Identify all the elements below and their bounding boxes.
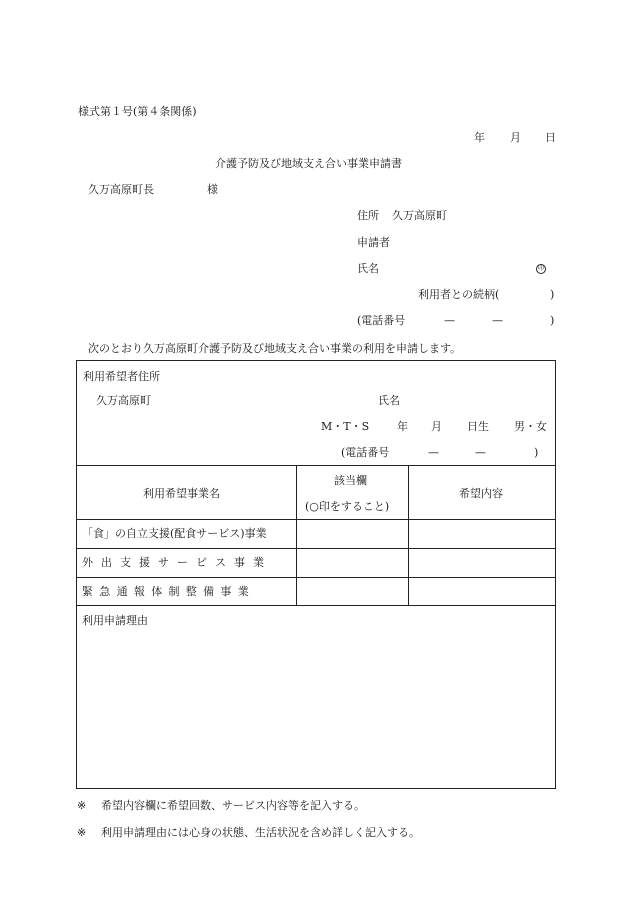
date-month-label: 月 [510,131,521,144]
applicant-name-label: 氏名 [357,262,379,275]
relation-close-paren: ) [550,288,555,301]
table-column-divider [296,465,297,605]
note-mark: ※ [77,799,87,812]
user-phone-close-paren: ) [534,446,539,459]
gender-options: 男・女 [514,420,547,433]
date-year-label: 年 [474,131,485,144]
applicant-phone-dash-2: — [492,314,503,327]
user-address-label: 利用希望者住所 [83,370,160,383]
user-phone-dash-1: — [428,446,439,459]
intro-statement: 次のとおり久万高原町介護予防及び地域支え合い事業の利用を申請します。 [88,342,462,355]
table-column-divider [408,465,409,605]
applicant-phone-label: (電話番号 [357,314,406,327]
document-title: 介護予防及び地域支え合い事業申請書 [215,157,402,170]
check-column-header: 該当欄 [334,474,367,487]
note-text: 利用申請理由には心身の状態、生活状況を含め詳しく記入する。 [101,826,420,839]
applicant-address-label: 住所 [357,209,379,222]
date-day-label: 日 [545,131,556,144]
table-bottom-rule [76,605,556,606]
birth-day-label: 日生 [467,420,489,433]
birth-month-label: 月 [431,420,442,433]
applicant-phone-close-paren: ) [550,314,555,327]
relation-label: 利用者との続柄( [418,288,500,301]
user-name-label: 氏名 [378,394,400,407]
service-row-outing: 外出支援サービス事業 [82,556,272,569]
seal-icon: 印 [537,265,544,272]
service-row-meal: 「食」の自立支援(配食サービス)事業 [82,527,267,540]
table-top-rule [76,465,556,466]
request-content-header: 希望内容 [459,487,503,500]
user-phone-label: (電話番号 [341,446,390,459]
applicant-phone-dash-1: — [444,314,455,327]
form-number: 様式第１号(第４条関係) [78,105,197,118]
birth-era-options: M・T・S [321,420,370,433]
table-header-rule [76,519,556,520]
applicant-label: 申請者 [357,236,390,249]
note-mark: ※ [77,826,87,839]
reason-label: 利用申請理由 [82,614,148,627]
applicant-address-value: 久万高原町 [392,209,447,222]
user-phone-dash-2: — [475,446,486,459]
addressee: 久万高原町長 [88,183,154,196]
table-row-rule [76,577,556,578]
service-name-header: 利用希望事業名 [143,487,220,500]
addressee-honorific: 様 [207,183,218,196]
user-town: 久万高原町 [96,394,151,407]
table-row-rule [76,548,556,549]
service-row-emergency: 緊急通報体制整備事業 [82,585,255,598]
birth-year-label: 年 [397,420,408,433]
check-column-instruction: (○印をすること) [305,500,390,513]
note-text: 希望内容欄に希望回数、サービス内容等を記入する。 [101,799,365,812]
